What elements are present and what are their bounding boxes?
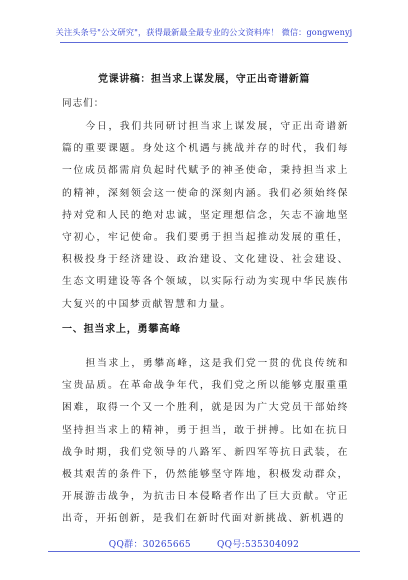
header-divider <box>60 42 348 43</box>
body-paragraph-1: 今日，我们共同研讨担当求上谋发展，守正出奇谱新篇的重要课题。身处这个机遇与挑战并存的时代，我们每一位成员都需肩负起时代赋予的神圣使命，秉持担当求上的精神，深刻领会这一使命的深刻内涵。我们必须始终保持对党和人民的绝对忠诚，坚定理想信念，矢志不渝地坚守初心，牢记使命。我们要勇于担当起推动发展的重任，积极投身于经济建设、政治建设、文化建设、社会建设、生态文明建设等各个领域，以实际行动为实现中华民族伟大复兴的中国梦贡献智慧和力量。 <box>62 121 349 310</box>
header-banner: 关注头条号"公文研究"，获得最新最全最专业的公文资料库！ 微信：gongwenyj <box>55 27 353 37</box>
body-paragraph-2: 担当求上，勇攀高峰，这是我们党一贯的优良传统和宝贵品质。在革命战争年代，我们党之所以能够克服重重困难，取得一个又一个胜利，就是因为广大党员干部始终坚持担当求上的精神，勇于担当，敢于拼搏。比如在抗日战争时期，我们党领导的八路军、新四军等抗日武装，在极其艰苦的条件下，仍然能够坚守阵地，积极发动群众，开展游击战争，为抗击日本侵略者作出了巨大贡献。守正出奇，开拓创新，是我们在新时代面对新挑战、新机遇的 <box>62 358 349 525</box>
document-title: 党课讲稿：担当求上谋发展，守正出奇谱新篇 <box>98 74 310 85</box>
footer-qq-group: QQ群：30265665 <box>108 540 191 550</box>
salutation: 同志们： <box>62 98 105 109</box>
footer-contact <box>0 537 408 550</box>
footer-qq-number: QQ号:535304092 <box>216 540 300 550</box>
section-heading-1: 一、担当求上，勇攀高峰 <box>62 324 181 335</box>
footer-divider <box>48 551 360 552</box>
